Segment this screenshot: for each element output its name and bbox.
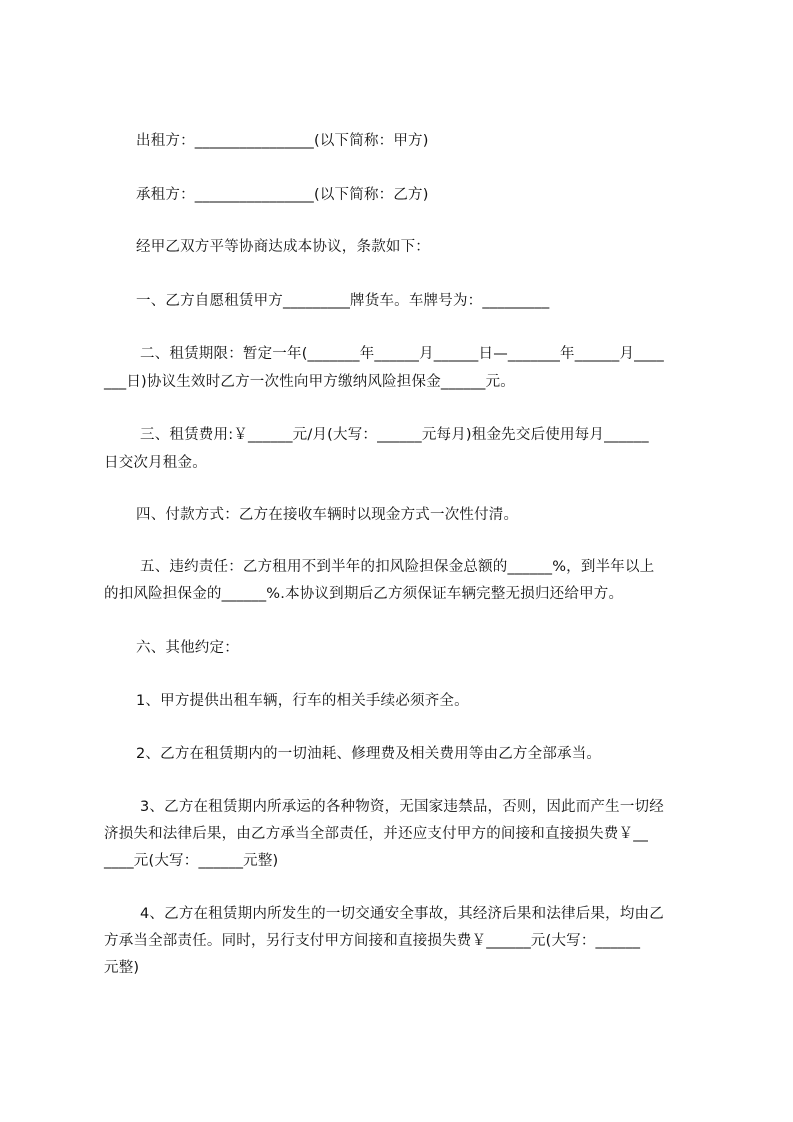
clause-6-item-1: 1、甲方提供出租车辆，行车的相关手续必须齐全。 [136,693,469,709]
clause-6-item-3-line-3: ____元(大写：______元整) [104,853,279,869]
agreement-intro: 经甲乙双方平等协商达成本协议，条款如下： [136,239,430,255]
clause-6-item-2: 2、乙方在租赁期内的一切油耗、修理费及相关费用等由乙方全部承当。 [136,746,602,762]
clause-1: 一、乙方自愿租赁甲方_________牌货车。车牌号为：_________ [136,293,550,309]
clause-3-line-2: 日交次月租金。 [104,455,207,471]
lessor-line: 出租方：________________(以下简称：甲方) [136,133,429,149]
lessee-line: 承租方：________________(以下简称：乙方) [136,187,429,203]
clause-4: 四、付款方式：乙方在接收车辆时以现金方式一次性付清。 [136,507,519,523]
clause-2-line-2: ___日)协议生效时乙方一次性向甲方缴纳风险担保金______元。 [104,374,516,390]
clause-2-line-1: 二、租赁期限：暂定一年(_______年______月______日—_______年______月____ [140,346,664,362]
clause-5-line-2: 的扣风险担保金的______%.本协议到期后乙方须保证车辆完整无损归还给甲方。 [104,586,624,602]
clause-6-item-3-line-2: 济损失和法律后果，由乙方承当全部责任，并还应支付甲方的间接和直接损失费￥__ [104,826,649,842]
clause-6-item-3-line-1: 3、乙方在租赁期内所承运的各种物资，无国家违禁品，否则，因此而产生一切经 [140,799,664,815]
clause-5-line-1: 五、违约责任：乙方租用不到半年的扣风险担保金总额的______%，到半年以上 [140,559,655,575]
clause-6-item-4-line-1: 4、乙方在租赁期内所发生的一切交通安全事故，其经济后果和法律后果，均由乙 [140,906,664,922]
clause-3-line-1: 三、租赁费用:￥______元/月(大写：______元每月)租金先交后使用每月______ [140,427,649,443]
clause-6-item-4-line-3: 元整) [104,960,140,976]
clause-6-heading: 六、其他约定： [136,640,239,656]
clause-6-item-4-line-2: 方承当全部责任。同时，另行支付甲方间接和直接损失费￥______元(大写：______ [104,933,641,949]
